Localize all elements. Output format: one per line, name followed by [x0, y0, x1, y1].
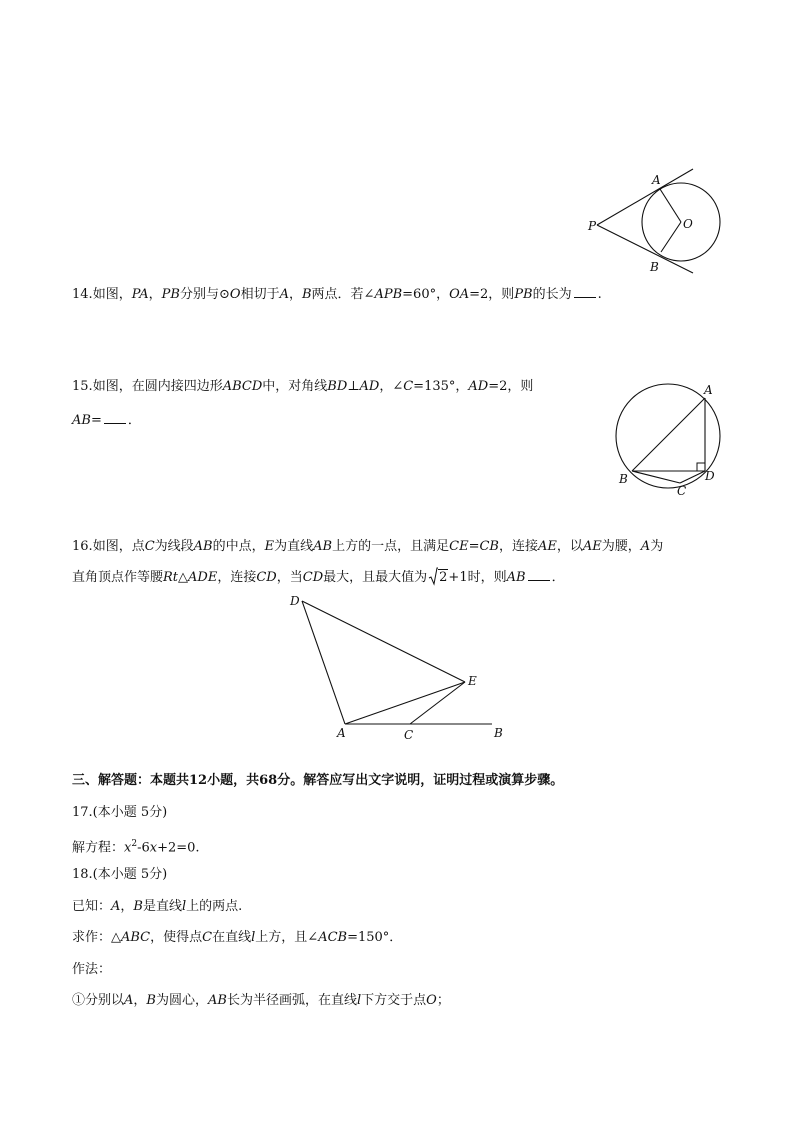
question-16-line1: 16.如图，点C为线段AB的中点，E为直线AB上方的一点，且满足CE=CB，连接AE，以AE为腰，A为	[72, 539, 664, 554]
label-o: O	[683, 217, 693, 231]
label-b: B	[494, 726, 503, 740]
question-18-method: 作法：	[72, 962, 112, 977]
sqrt-expression: 2	[429, 569, 448, 587]
question-17-heading: 17.(本小题 5分)	[72, 805, 168, 820]
question-15-line2: AB= ．	[72, 413, 141, 428]
radius-oa	[660, 189, 681, 222]
label-e: E	[468, 674, 477, 688]
segment-ae	[345, 682, 465, 724]
chord-bc	[632, 471, 680, 483]
question-14: 14.如图，PA，PB分别与⊙O相切于A，B两点．若∠APB=60°，OA=2，则PB的长为 .	[72, 287, 602, 302]
label-a: A	[337, 726, 346, 740]
question-18-construct: 求作：△ABC，使得点C在直线l上方，且∠ACB=150°．	[72, 930, 403, 945]
figure-16	[285, 590, 510, 745]
label-d: D	[290, 594, 300, 608]
chord-cd	[680, 471, 705, 483]
figure-14	[580, 165, 730, 280]
answer-blank[interactable]	[104, 411, 126, 424]
label-c: C	[404, 728, 414, 742]
figure-15	[610, 380, 730, 498]
answer-blank[interactable]	[528, 568, 550, 581]
label-p: P	[588, 219, 597, 233]
label-a: A	[704, 383, 713, 397]
label-a: A	[652, 173, 661, 187]
section-3-heading: 三、解答题：本题共12小题，共68分。解答应写出文字说明，证明过程或演算步骤。	[72, 773, 564, 788]
question-18-given: 已知：A，B是直线l上的两点.	[72, 899, 243, 914]
tangent-pb	[597, 225, 693, 273]
question-18-heading: 18.(本小题 5分)	[72, 867, 168, 882]
label-b: B	[619, 472, 628, 486]
tangent-pa	[597, 169, 693, 225]
chord-ba	[632, 398, 705, 471]
radius-ob	[661, 222, 681, 252]
radical-sign	[429, 567, 438, 585]
segment-ce	[410, 682, 465, 724]
label-c: C	[677, 484, 687, 498]
question-18-step1: ①分别以A，B为圆心，AB长为半径画弧，在直线l下方交于点O；	[72, 993, 450, 1008]
label-b: B	[650, 260, 659, 274]
answer-blank[interactable]	[574, 285, 596, 298]
right-angle-mark	[697, 463, 705, 471]
question-16-line2: 直角顶点作等腰Rt△ADE，连接CD，当CD最大，且最大值为 2+1时，则AB ．	[72, 568, 565, 587]
question-17-body: 解方程：$x^2-6x+2=0$.	[72, 839, 200, 856]
question-15-line1: 15.如图，在圆内接四边形ABCD中，对角线BD⊥AD，∠C=135°，AD=2，则	[72, 379, 534, 394]
label-d: D	[705, 469, 715, 483]
